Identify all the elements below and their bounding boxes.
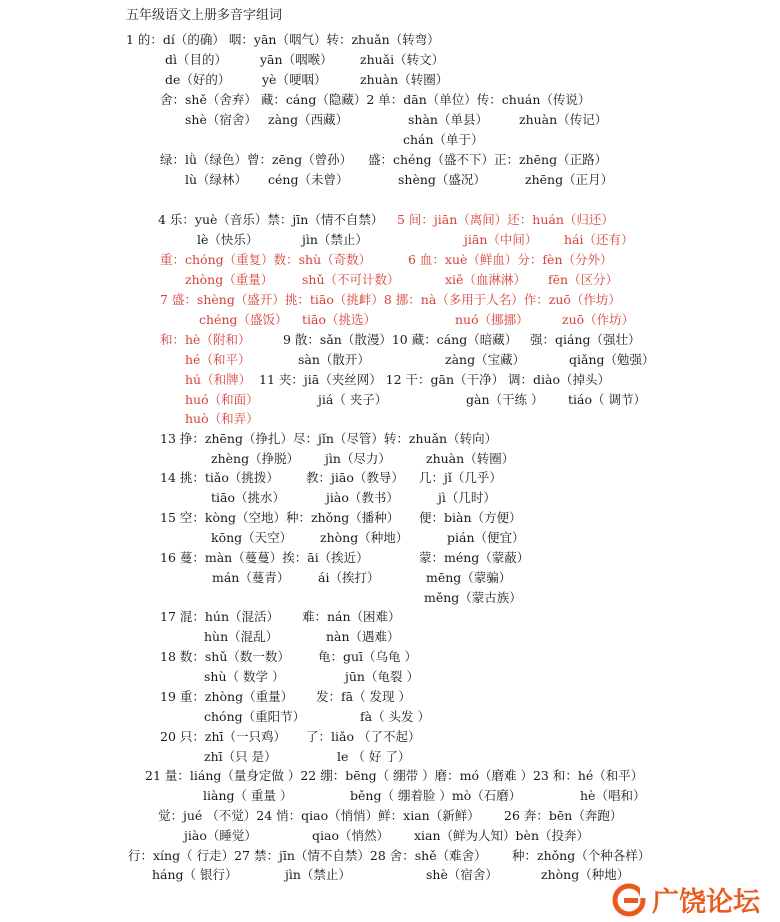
entry-text: 龟：guī（乌龟 ） bbox=[318, 649, 418, 664]
entry-text: qiǎng（勉强） bbox=[569, 352, 655, 367]
entry-text: 21 量：liáng（量身定做 ）22 绷：bēng（ 绷带 ）磨：mó（磨难 ）23 和：hé（和平） bbox=[145, 768, 644, 783]
entry-text: 强：qiáng（强壮） bbox=[530, 332, 641, 347]
entry-text: hái（还有） bbox=[564, 232, 634, 247]
entry-text: zhèng（挣脱） bbox=[211, 451, 300, 466]
entry-text: 难：nán（困难） bbox=[302, 609, 401, 624]
entry-text: hú（和牌） bbox=[185, 372, 252, 387]
entry-text: 重：chóng（重复）数：shù（奇数） bbox=[160, 252, 372, 267]
entry-text: kōng（天空） bbox=[211, 530, 293, 545]
entry-text: tiāo（挑水） bbox=[211, 490, 285, 505]
entry-text: zuō（作坊） bbox=[562, 312, 635, 327]
entry-text: 种：zhǒng（个种各样） bbox=[512, 848, 651, 863]
entry-text: 6 血：xuè（鲜血）分：fèn（分外） bbox=[408, 252, 613, 267]
entry-text: měng（蒙古族） bbox=[424, 590, 522, 605]
entry-text: 教：jiāo（教导） bbox=[306, 470, 404, 485]
entry-text: 7 盛：shèng（盛开）挑：tiāo（挑衅）8 挪：nà（多用于人名）作：zuō（作坊） bbox=[160, 292, 621, 307]
entry-text: jìn（禁止） bbox=[285, 867, 351, 882]
entry-text: hé（和平） bbox=[185, 352, 251, 367]
entry-text: jiào（教书） bbox=[326, 490, 399, 505]
entry-text: xian（鲜为人知）bèn（投奔） bbox=[414, 828, 590, 843]
entry-text: shè（宿舍） bbox=[185, 112, 257, 127]
entry-text: jiān（中间） bbox=[464, 232, 538, 247]
entry-text: le （ 好 了） bbox=[337, 749, 411, 764]
entry-text: 17 混：hún（混活） bbox=[160, 609, 280, 624]
entry-text: zhēng（正月） bbox=[525, 172, 614, 187]
entry-text: nuó（挪挪） bbox=[455, 312, 529, 327]
entry-text: 盛：chéng（盛不下）正：zhēng（正路） bbox=[368, 152, 608, 167]
entry-text: yè（哽咽） bbox=[262, 72, 327, 87]
entry-text: 发：fā（ 发现 ） bbox=[316, 689, 412, 704]
entry-text: 13 挣：zhēng（挣扎）尽：jǐn（尽管）转：zhuǎn（转向） bbox=[160, 431, 498, 446]
entry-text: 行：xíng（ 行走）27 禁：jīn（情不自禁）28 舍：shě（难舍） bbox=[128, 848, 487, 863]
entry-text: jìn（尽力） bbox=[325, 451, 391, 466]
entry-text: 11 夹：jiā（夹丝网） 12 干：gān（干净） 调：diào（掉头） bbox=[259, 372, 611, 387]
entry-text: zhuàn（转圈） bbox=[360, 72, 449, 87]
entry-text: ái（挨打） bbox=[318, 570, 380, 585]
entry-text: fà（ 头发 ） bbox=[360, 709, 431, 724]
entry-text: zàng（宝藏） bbox=[445, 352, 526, 367]
entry-text: 19 重：zhòng（重量） bbox=[160, 689, 294, 704]
entry-text: shèng（盛况） bbox=[398, 172, 486, 187]
entry-text: shǔ（不可计数） bbox=[302, 272, 400, 287]
entry-text: 18 数：shǔ（数一数） bbox=[160, 649, 290, 664]
page-title: 五年级语文上册多音字组词 bbox=[126, 8, 283, 23]
entry-text: de（好的） bbox=[165, 72, 231, 87]
entry-text: 便：biàn（方便） bbox=[419, 510, 522, 525]
entry-text: 14 挑：tiǎo（挑拨） bbox=[160, 470, 279, 485]
entry-text: lù（绿林） bbox=[185, 172, 248, 187]
entry-text: gàn（干练 ） bbox=[466, 392, 544, 407]
entry-text: 绿：lǜ（绿色）曾：zēng（曾孙） bbox=[160, 152, 353, 167]
entry-text: chóng（重阳节） bbox=[204, 709, 306, 724]
entry-text: zhī（只 是） bbox=[204, 749, 277, 764]
entry-text: huò（和弄） bbox=[185, 411, 259, 426]
entry-text: běng（ 绷着脸 ）mò（石磨） bbox=[350, 788, 522, 803]
entry-text: shè（宿舍） bbox=[426, 867, 498, 882]
entry-text: háng（ 银行） bbox=[152, 867, 238, 882]
entry-text: fēn（区分） bbox=[548, 272, 619, 287]
entry-text: liàng（ 重量 ） bbox=[203, 788, 293, 803]
entry-text: shù（ 数学 ） bbox=[204, 669, 285, 684]
entry-text: jì（几时） bbox=[438, 490, 496, 505]
entry-text: jìn（禁止） bbox=[302, 232, 368, 247]
entry-text: mēng（蒙骗） bbox=[426, 570, 512, 585]
entry-text: 和：hè（附和） bbox=[160, 332, 251, 347]
entry-text: pián（便宜） bbox=[447, 530, 525, 545]
entry-text: 觉：jué （不觉）24 悄：qiao（悄悄）鲜：xian（新鲜） bbox=[158, 808, 480, 823]
entry-text: jiá（ 夹子） bbox=[318, 392, 388, 407]
entry-text: hè（唱和） bbox=[580, 788, 646, 803]
entry-text: xiě（血淋淋） bbox=[445, 272, 526, 287]
entry-text: mán（蔓青） bbox=[212, 570, 290, 585]
entry-text: sàn（散开） bbox=[298, 352, 370, 367]
entry-text: zhuǎi（转文） bbox=[360, 52, 445, 67]
entry-text: chán（单于） bbox=[403, 132, 484, 147]
entry-text: 26 奔：bēn（奔跑） bbox=[504, 808, 623, 823]
entry-text: lè（快乐） bbox=[197, 232, 259, 247]
entry-text: 9 散：sǎn（散漫）10 藏：cáng（暗藏） bbox=[283, 332, 518, 347]
entry-text: shàn（单县） bbox=[408, 112, 488, 127]
entry-text: zhòng（重量） bbox=[185, 272, 274, 287]
entry-text: 5 间：jiān（离间）还：huán（归还） bbox=[397, 212, 614, 227]
entry-text: dì（目的） bbox=[165, 52, 227, 67]
entry-text: nàn（遇难） bbox=[326, 629, 400, 644]
svg-text:广饶论坛: 广饶论坛 bbox=[652, 887, 760, 918]
entry-text: 4 乐：yuè（音乐）禁：jīn（情不自禁） bbox=[158, 212, 384, 227]
entry-text: 16 蔓：màn（蔓蔓）挨：āi（挨近） bbox=[160, 550, 369, 565]
entry-text: qiao（悄然） bbox=[312, 828, 389, 843]
entry-text: 1 的：dí（的确） 咽：yān（咽气）转：zhuǎn（转弯） bbox=[126, 32, 440, 47]
entry-text: zhòng（种地） bbox=[541, 867, 630, 882]
entry-text: tiáo（ 调节） bbox=[568, 392, 646, 407]
watermark-logo bbox=[612, 880, 780, 920]
entry-text: chéng（盛饭） bbox=[199, 312, 288, 327]
entry-text: 了：liǎo （了不起） bbox=[306, 729, 421, 744]
entry-text: hùn（混乱） bbox=[204, 629, 279, 644]
entry-text: 几：jǐ（几乎） bbox=[419, 470, 502, 485]
entry-text: zhuàn（传记） bbox=[519, 112, 608, 127]
entry-text: zhuàn（转圈） bbox=[426, 451, 515, 466]
entry-text: zhòng（种地） bbox=[320, 530, 409, 545]
entry-text: jūn（龟裂 ） bbox=[345, 669, 419, 684]
entry-text: céng（未曾） bbox=[268, 172, 349, 187]
entry-text: jiào（睡觉） bbox=[184, 828, 257, 843]
entry-text: tiāo（挑选） bbox=[302, 312, 376, 327]
entry-text: 20 只：zhī（一只鸡） bbox=[160, 729, 287, 744]
entry-text: 蒙：méng（蒙蔽） bbox=[419, 550, 530, 565]
entry-text: huó（和面） bbox=[185, 392, 259, 407]
entry-text: zàng（西藏） bbox=[268, 112, 349, 127]
entry-text: 15 空：kòng（空地）种：zhǒng（播种） bbox=[160, 510, 400, 525]
entry-text: 舍：shě（舍弃） 藏：cáng（隐藏）2 单：dān（单位）传：chuán（传说） bbox=[160, 92, 591, 107]
entry-text: yān（咽喉） bbox=[260, 52, 333, 67]
